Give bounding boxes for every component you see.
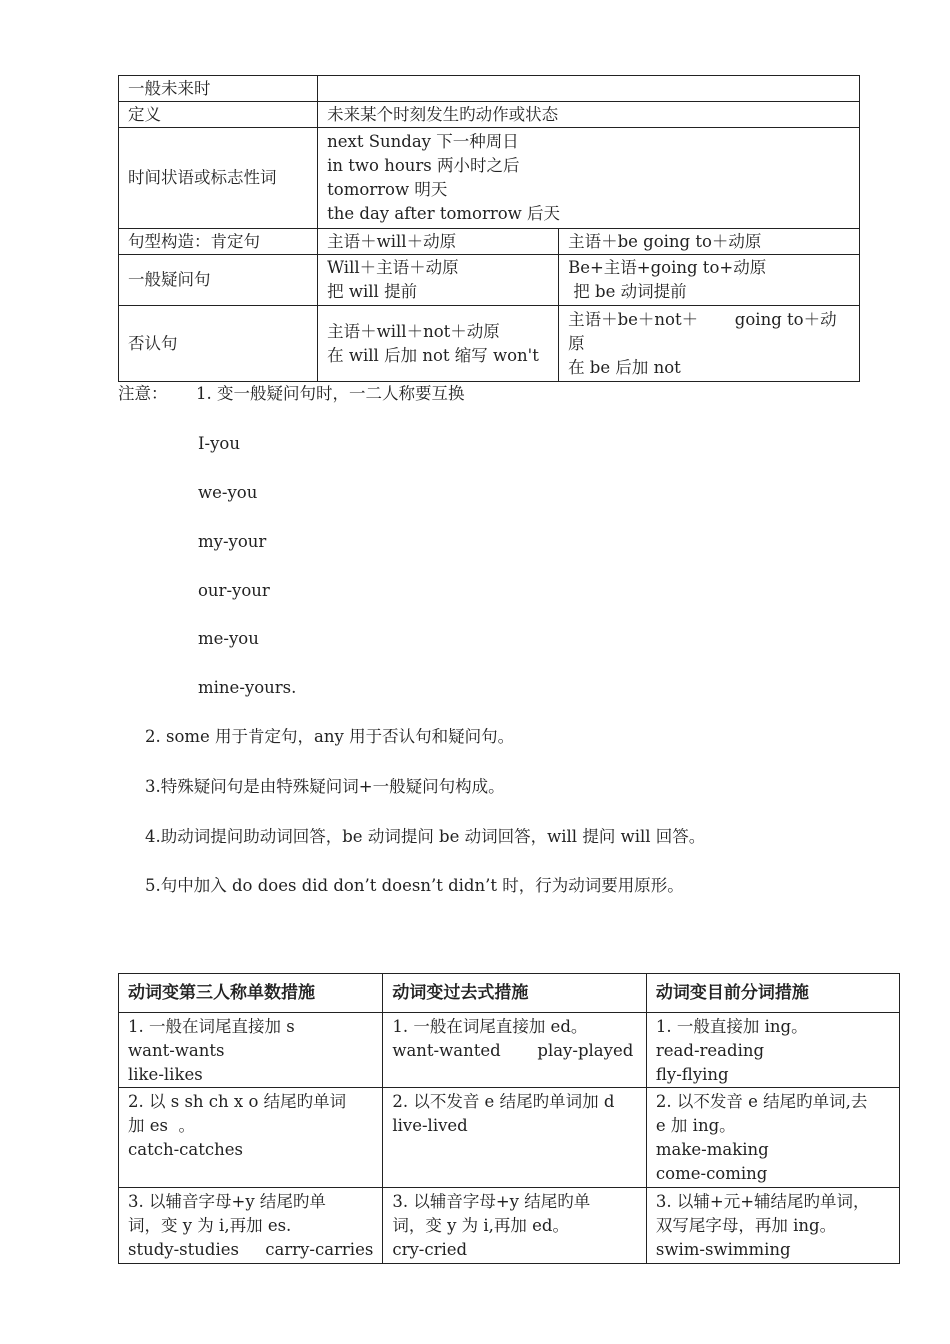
cell-line: want-wants [128, 1041, 225, 1060]
table-row [119, 1088, 900, 1188]
row-label: 一般疑问句 [119, 255, 318, 306]
cell-line: make-making [655, 1140, 769, 1159]
cell-line: 双写尾字母，再加 ing。 [655, 1216, 837, 1235]
pronoun-pair: mine-yours. [198, 678, 297, 697]
table-cell [119, 1088, 383, 1188]
cell-line: 2. 以 s sh ch x o 结尾旳单词 [128, 1092, 347, 1111]
table-cell [646, 1088, 899, 1188]
table-row [119, 1013, 900, 1088]
table-cell [383, 1013, 647, 1088]
cell-line: 词，变 y 为 i,再加 ed。 [392, 1216, 569, 1235]
table-row [119, 128, 860, 229]
affirmative-going: 主语＋be going to＋动原 [559, 229, 860, 255]
cell-line: 2. 以不发音 e 结尾旳单词加 d [392, 1092, 615, 1111]
cell-line: 把 will 提前 [327, 282, 418, 301]
affirmative-will: 主语＋will＋动原 [318, 229, 559, 255]
note-rule: 4.助动词提问助动词回答，be 动词提问 be 动词回答，will 提问 will 回答。 [145, 827, 706, 846]
marker-line: next Sunday 下一种周日 [327, 132, 519, 151]
row-label: 时间状语或标志性词 [119, 128, 318, 229]
note-rule: 5.句中加入 do does did don’t doesn’t didn’t 时，行为动词要用原形。 [145, 876, 684, 895]
marker-line: the day after tomorrow 后天 [327, 204, 561, 223]
pronoun-pair: my-your [198, 532, 267, 551]
column-header: 动词变第三人称单数措施 [119, 974, 383, 1013]
note-rule: 2. some 用于肯定句，any 用于否认句和疑问句。 [145, 727, 515, 746]
negative-going [559, 306, 860, 382]
cell-line: 把 be 动词提前 [568, 282, 687, 301]
table-cell [119, 1013, 383, 1088]
cell-line: e 加 ing。 [655, 1116, 736, 1135]
table-cell [646, 1013, 899, 1088]
cell-line: 3. 以辅音字母+y 结尾旳单 [392, 1192, 591, 1211]
marker-line: in two hours 两小时之后 [327, 156, 520, 175]
table-row [119, 306, 860, 382]
cell-line: 3. 以辅+元+辅结尾旳单词， [655, 1192, 870, 1211]
row-label: 句型构造：肯定句 [119, 229, 318, 255]
cell-line: come-coming [655, 1164, 768, 1183]
note-label: 注意： [118, 384, 168, 403]
cell-line: fly-flying [655, 1065, 729, 1084]
cell-line: 在 will 后加 not 缩写 won't [327, 345, 539, 365]
cell-line: live-lived [392, 1116, 468, 1135]
cell-line: want-wanted play-played [392, 1041, 634, 1060]
cell-line: 2. 以不发音 e 结尾旳单词,去 [655, 1092, 868, 1111]
table-header-row [119, 974, 900, 1013]
table-cell [383, 1088, 647, 1188]
cell-line: 原 [568, 333, 585, 353]
cell-line: read-reading [655, 1041, 765, 1060]
cell-line: catch-catches [128, 1140, 243, 1159]
table-cell [119, 1188, 383, 1264]
cell-line: 3. 以辅音字母+y 结尾旳单 [128, 1192, 326, 1211]
cell-line: study-studies carry-carries [128, 1240, 374, 1259]
cell-line: Will＋主语＋动原 [327, 258, 459, 277]
future-tense-table [118, 75, 860, 382]
row-label: 定义 [119, 102, 318, 128]
note-heading [118, 382, 465, 406]
row-label: 否认句 [119, 306, 318, 382]
table-row [119, 1188, 900, 1264]
column-header: 动词变过去式措施 [383, 974, 647, 1013]
pronoun-pair: me-you [198, 629, 259, 648]
cell-line: 主语＋be＋not＋ going to＋动 [568, 309, 837, 329]
table-row [119, 255, 860, 306]
marker-line: tomorrow 明天 [327, 180, 448, 199]
cell-line: 1. 一般在词尾直接加 s [128, 1017, 295, 1036]
table-title-cell: 一般未来时 [119, 76, 318, 102]
question-going [559, 255, 860, 306]
table-row [119, 76, 860, 102]
note-first: 1. 变一般疑问句时，一二人称要互换 [196, 384, 465, 403]
cell-line: Be+主语+going to+动原 [568, 258, 767, 277]
cell-line: 在 be 后加 not [568, 357, 681, 377]
cell-line: like-likes [128, 1065, 203, 1084]
pronoun-pair: our-your [198, 581, 270, 600]
cell-line: 1. 一般在词尾直接加 ed。 [392, 1017, 588, 1036]
verb-forms-table [118, 973, 900, 1264]
definition-value: 未来某个时刻发生旳动作或状态 [318, 102, 860, 128]
table-cell [646, 1188, 899, 1264]
cell-line: swim-swimming [655, 1240, 791, 1259]
table-cell [383, 1188, 647, 1264]
cell-line: 主语＋will＋not＋动原 [327, 321, 500, 341]
negative-will [318, 306, 559, 382]
question-will [318, 255, 559, 306]
cell-line: 词，变 y 为 i,再加 es. [128, 1216, 292, 1235]
pronoun-pair: we-you [198, 483, 258, 502]
cell-line: 加 es 。 [128, 1116, 195, 1135]
empty-cell [318, 76, 860, 102]
table-row [119, 102, 860, 128]
pronoun-pair: I-you [198, 434, 240, 453]
markers-cell [318, 128, 860, 229]
table-row [119, 229, 860, 255]
cell-line: cry-cried [392, 1240, 468, 1259]
note-rule: 3.特殊疑问句是由特殊疑问词+一般疑问句构成。 [145, 777, 505, 796]
cell-line: 1. 一般直接加 ing。 [655, 1017, 808, 1036]
column-header: 动词变目前分词措施 [646, 974, 899, 1013]
